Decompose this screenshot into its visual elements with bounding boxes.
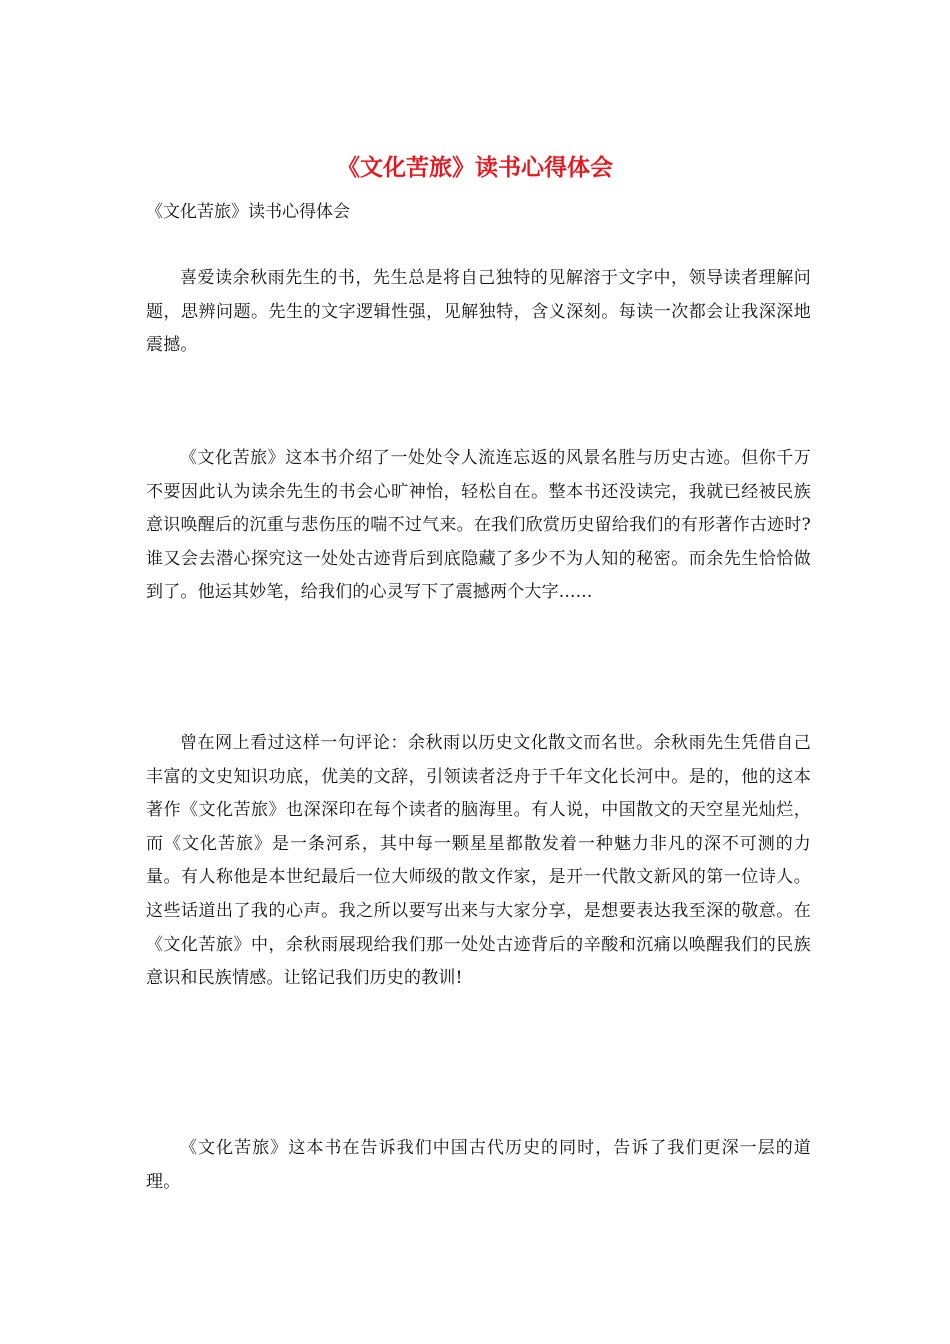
paragraph-4: 《文化苦旅》这本书在告诉我们中国古代历史的同时，告诉了我们更深一层的道理。 <box>146 1138 811 1192</box>
document-subtitle: 《文化苦旅》读书心得体会 <box>146 202 350 222</box>
paragraph-1: 喜爱读余秋雨先生的书，先生总是将自己独特的见解溶于文字中，领导读者理解问题，思辨问题。先生的文字逻辑性强，见解独特，含义深刻。每读一次都会让我深深地震撼。 <box>146 268 811 356</box>
paragraph-3: 曾在网上看过这样一句评论：余秋雨以历史文化散文而名世。余秋雨先生凭借自己丰富的文史知识功底，优美的文辞，引领读者泛舟于千年文化长河中。是的，他的这本著作《文化苦旅》也深深印在每个读者的脑海里。有人说，中国散文的天空星光灿烂，而《文化苦旅》是一条河系，其中每一颗星星都散发着一种魅力非凡的深不可测的力量。有人称他是本世纪最后一位大师级的散文作家，是开一代散文新风的第一位诗人。这些话道出了我的心声。我之所以要写出来与大家分享，是想要表达我至深的敬意。在《文化苦旅》中，余秋雨展现给我们那一处处古迹背后的辛酸和沉痛以唤醒我们的民族意识和民族情感。让铭记我们历史的教训! <box>146 733 811 989</box>
paragraph-2: 《文化苦旅》这本书介绍了一处处令人流连忘返的风景名胜与历史古迹。但你千万不要因此认为读余先生的书会心旷神怡，轻松自在。整本书还没读完，我就已经被民族意识唤醒后的沉重与悲伤压的喘不过气来。在我们欣赏历史留给我们的有形著作古迹时?谁又会去潜心探究这一处处古迹背后到底隐藏了多少不为人知的秘密。而余先生恰恰做到了。他运其妙笔，给我们的心灵写下了震撼两个大字...... <box>146 448 811 603</box>
document-title: 《文化苦旅》读书心得体会 <box>337 154 613 181</box>
